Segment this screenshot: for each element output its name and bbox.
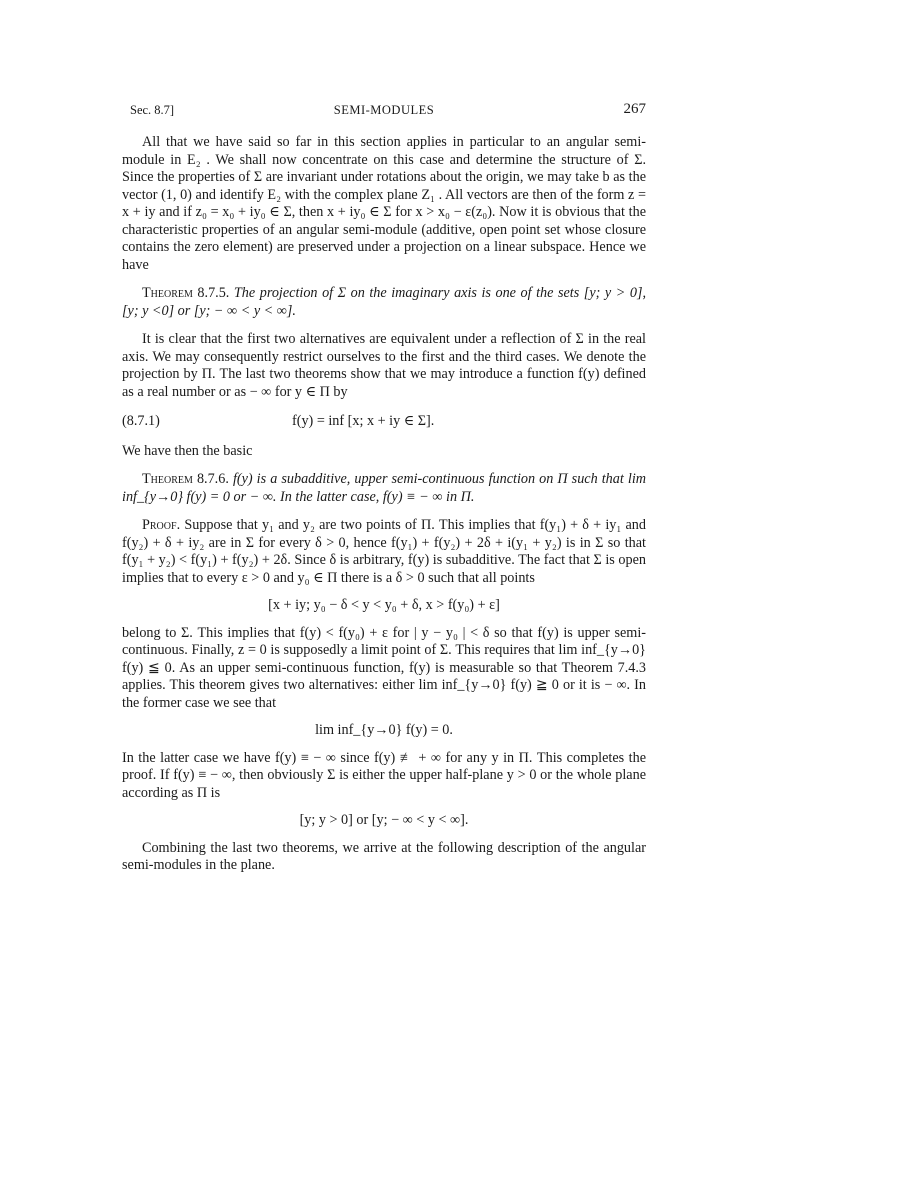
theorem-label: Theorem 8.7.5. xyxy=(142,285,230,301)
paragraph-intro: All that we have said so far in this section applies in particular to an angular semi-module in E₂ . We shall now concentrate on this case and determine the structure of Σ. Since the properties of Σ are invariant under rotations about the origin, we may take b as the vector (1, 0) and identify E₂ with the complex plane Z₁ . All vectors are then of the form z = x + iy and if z₀ = x₀ + iy₀ ∈ Σ, then x + iy₀ ∈ Σ for x > x₀ − ε(z₀). Now it is obvious that the characteristic properties of an angular semi-module (additive, open point set whose closure contains the zero element) are preserved under a projection on a linear subspace. Hence we have xyxy=(122,134,646,273)
display-formula-liminf: lim inf_{y→0} f(y) = 0. xyxy=(315,722,453,738)
theorem-statement: The projection of Σ on the imaginary axis is one of the sets [y; y > 0], [y; y <0] or [y; − ∞ < y < ∞]. xyxy=(122,285,647,319)
page-body xyxy=(122,134,646,875)
theorem-label: Theorem 8.7.6. xyxy=(142,471,229,487)
display-formula-sets: [y; y > 0] or [y; − ∞ < y < ∞]. xyxy=(299,812,469,828)
paragraph-projection: It is clear that the first two alternatives are equivalent under a reflection of Σ in the real axis. We may consequently restrict ourselves to the first and the third cases. We denote the projection by Π. The last two theorems show that we may introduce a function f(y) defined as a real number or as − ∞ for y ∈ Π by xyxy=(122,331,646,400)
paragraph-semicontinuity: belong to Σ. This implies that f(y) < f(y₀) + ε for | y − y₀ | < δ so that f(y) is upper semi-continuous. Finally, z = 0 is supposedly a limit point of Σ. This requires that lim inf_{y→0} f(y) ≦ 0. As an upper semi-continuous function, f(y) is measurable so that Theorem 7.4.3 applies. This theorem gives two alternatives: either lim inf_{y→0} f(y) ≧ 0 or it is − ∞. In the former case we see that xyxy=(122,624,646,711)
display-formula-points: [x + iy; y₀ − δ < y < y₀ + δ, x > f(y₀) + ε] xyxy=(268,597,500,613)
page-number: 267 xyxy=(623,101,646,117)
equation-number: (8.7.1) xyxy=(122,413,160,429)
theorem-8-7-5 xyxy=(122,285,646,320)
theorem-8-7-6 xyxy=(122,471,646,506)
paragraph-basic: We have then the basic xyxy=(122,442,253,459)
proof-paragraph xyxy=(122,517,646,587)
proof-text: Suppose that y₁ and y₂ are two points of Π. This implies that f(y₁) + δ + iy₁ and f(y₂) + δ + iy₂ are in Σ for every δ > 0, hence f(y₁) + f(y₂) + 2δ + i(y₁ + y₂) is in Σ so that f(y₁ + y₂) < f(y₁) + f(y₂) + 2δ. Since δ is arbitrary, f(y) is subadditive. The fact that Σ is open implies that to every ε > 0 and y₀ ∈ Π there is a δ > 0 such that all points xyxy=(122,517,646,586)
section-reference: Sec. 8.7] xyxy=(130,103,175,117)
theorem-statement: f(y) is a subadditive, upper semi-continuous function on Π such that lim inf_{y→0} f(y) = 0 or − ∞. In the latter case, f(y) ≡ − ∞ in Π. xyxy=(122,471,647,505)
proof-label: Proof. xyxy=(142,517,181,533)
running-title: SEMI-MODULES xyxy=(333,103,435,117)
running-header xyxy=(122,101,646,123)
paragraph-conclusion: In the latter case we have f(y) ≡ − ∞ since f(y) ≢ + ∞ for any y in Π. This completes the proof. If f(y) ≡ − ∞, then obviously Σ is either the upper half-plane y > 0 or the whole plane according as Π is xyxy=(122,749,646,801)
equation-8-7-1 xyxy=(122,413,646,431)
equation-formula: f(y) = inf [x; x + iy ∈ Σ]. xyxy=(292,413,435,429)
paragraph-closing: Combining the last two theorems, we arrive at the following description of the angular semi-modules in the plane. xyxy=(122,839,646,873)
